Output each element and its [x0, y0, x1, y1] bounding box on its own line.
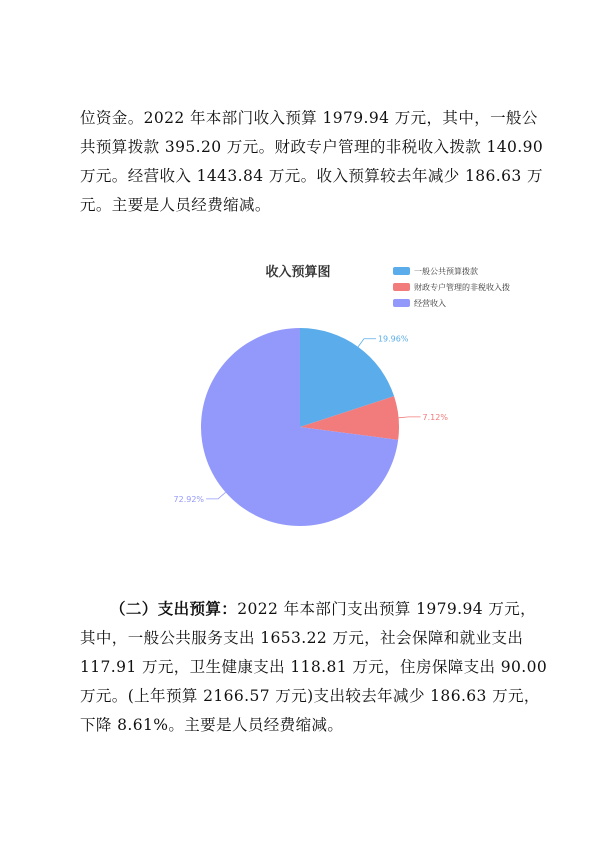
expenditure-paragraph-line: 下降 8.61%。主要是人员经费缩减。 [80, 716, 344, 734]
chart-legend [393, 266, 510, 308]
expenditure-paragraph-first-line [80, 594, 537, 624]
income-paragraph [80, 104, 544, 220]
pie-slices [201, 328, 399, 526]
income-budget-pie-chart [150, 255, 540, 545]
pie-percent-label: 7.12% [422, 412, 448, 422]
pie-leader-line [399, 417, 421, 418]
income-paragraph-line: 共预算拨款 395.20 万元。财政专户管理的非税收入拨款 140.90 [80, 138, 544, 156]
expenditure-paragraph-text: 2022 年本部门支出预算 1979.94 万元， [237, 600, 537, 618]
income-paragraph-line: 位资金。2022 年本部门收入预算 1979.94 万元，其中，一般公 [80, 109, 538, 127]
pie-percent-label: 19.96% [377, 334, 409, 344]
legend-swatch [393, 283, 410, 291]
pie-leader-line [358, 339, 376, 347]
legend-label: 经营收入 [414, 299, 446, 308]
pie-percent-label: 72.92% [173, 494, 205, 504]
expenditure-paragraph-line: 117.91 万元，卫生健康支出 118.81 万元，住房保障支出 90.00 [80, 658, 548, 676]
expenditure-paragraph [80, 594, 548, 740]
legend-label: 一般公共预算拨款 [414, 267, 478, 276]
expenditure-paragraph-line: 其中，一般公共服务支出 1653.22 万元，社会保障和就业支出 [80, 629, 524, 647]
expenditure-paragraph-line: 万元。(上年预算 2166.57 万元)支出较去年减少 186.63 万元， [80, 687, 540, 705]
income-paragraph-line: 万元。经营收入 1443.84 万元。收入预算较去年减少 186.63 万 [80, 167, 543, 185]
income-paragraph-line: 元。主要是人员经费缩减。 [80, 196, 271, 214]
legend-swatch [393, 267, 410, 275]
chart-title: 收入预算图 [265, 265, 331, 280]
expenditure-heading: （二）支出预算： [110, 599, 238, 618]
legend-label: 财政专户管理的非税收入拨 [414, 283, 510, 292]
pie-leader-line [206, 492, 226, 499]
legend-swatch [393, 299, 410, 307]
